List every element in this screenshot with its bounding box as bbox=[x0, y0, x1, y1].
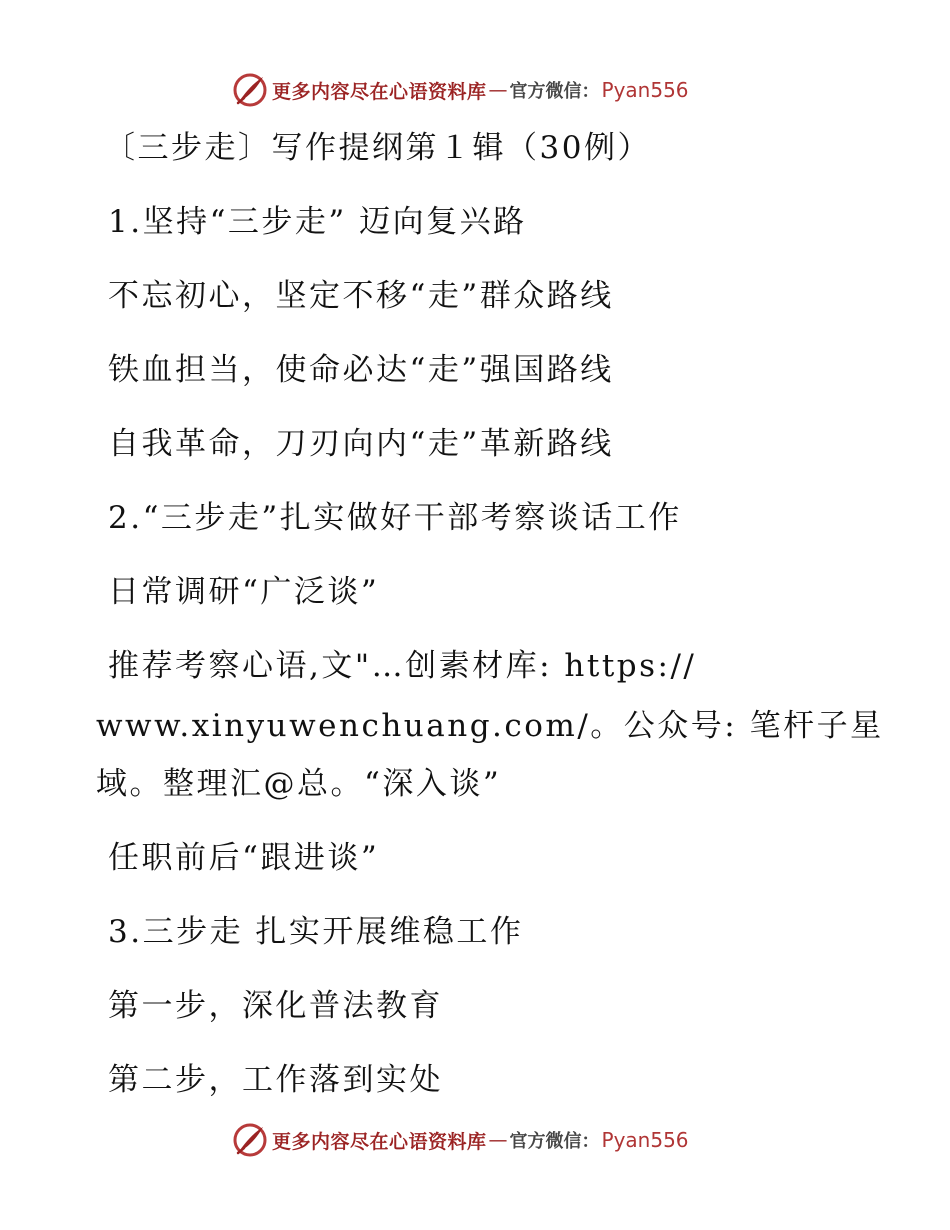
body-line: 自我革命，刀刃向内“走”革新路线 bbox=[108, 426, 614, 462]
banner-wechat-id: Pyan556 bbox=[601, 78, 689, 102]
body-line: 推荐考察心语,文"…创素材库: https:// bbox=[108, 648, 697, 684]
banner-separator: — bbox=[488, 79, 508, 101]
section-heading-3: 3.三步走 扎实开展维稳工作 bbox=[108, 914, 524, 950]
banner-wechat-label: 官方微信： bbox=[509, 81, 600, 102]
header-banner bbox=[232, 70, 689, 110]
quill-pen-logo-icon bbox=[232, 72, 268, 108]
footer-banner bbox=[232, 1120, 689, 1160]
body-line-wrapped: www.xinyuwenchuang.com/。公众号: 笔杆子星 bbox=[96, 708, 884, 744]
banner-title: 更多内容尽在心语资料库 bbox=[272, 80, 487, 103]
body-line-wrapped: 域。整理汇@总。“深入谈” bbox=[96, 766, 502, 802]
body-line: 第一步，深化普法教育 bbox=[108, 988, 443, 1024]
body-line: 第二步，工作落到实处 bbox=[108, 1062, 443, 1098]
banner-title: 更多内容尽在心语资料库 bbox=[272, 1130, 487, 1153]
body-line: 不忘初心，坚定不移“走”群众路线 bbox=[108, 278, 614, 314]
section-heading-1: 1.坚持“三步走” 迈向复兴路 bbox=[108, 204, 527, 240]
body-line: 日常调研“广泛谈” bbox=[108, 574, 380, 610]
section-heading-2: 2.“三步走”扎实做好干部考察谈话工作 bbox=[108, 500, 682, 536]
document-title: 〔三步走〕写作提纲第１辑（30例） bbox=[104, 130, 651, 166]
body-line: 铁血担当，使命必达“走”强国路线 bbox=[108, 352, 614, 388]
quill-pen-logo-icon bbox=[232, 1122, 268, 1158]
banner-wechat-label: 官方微信： bbox=[509, 1131, 600, 1152]
banner-separator: — bbox=[488, 1129, 508, 1151]
banner-wechat-id: Pyan556 bbox=[601, 1128, 689, 1152]
body-line: 任职前后“跟进谈” bbox=[108, 840, 380, 876]
